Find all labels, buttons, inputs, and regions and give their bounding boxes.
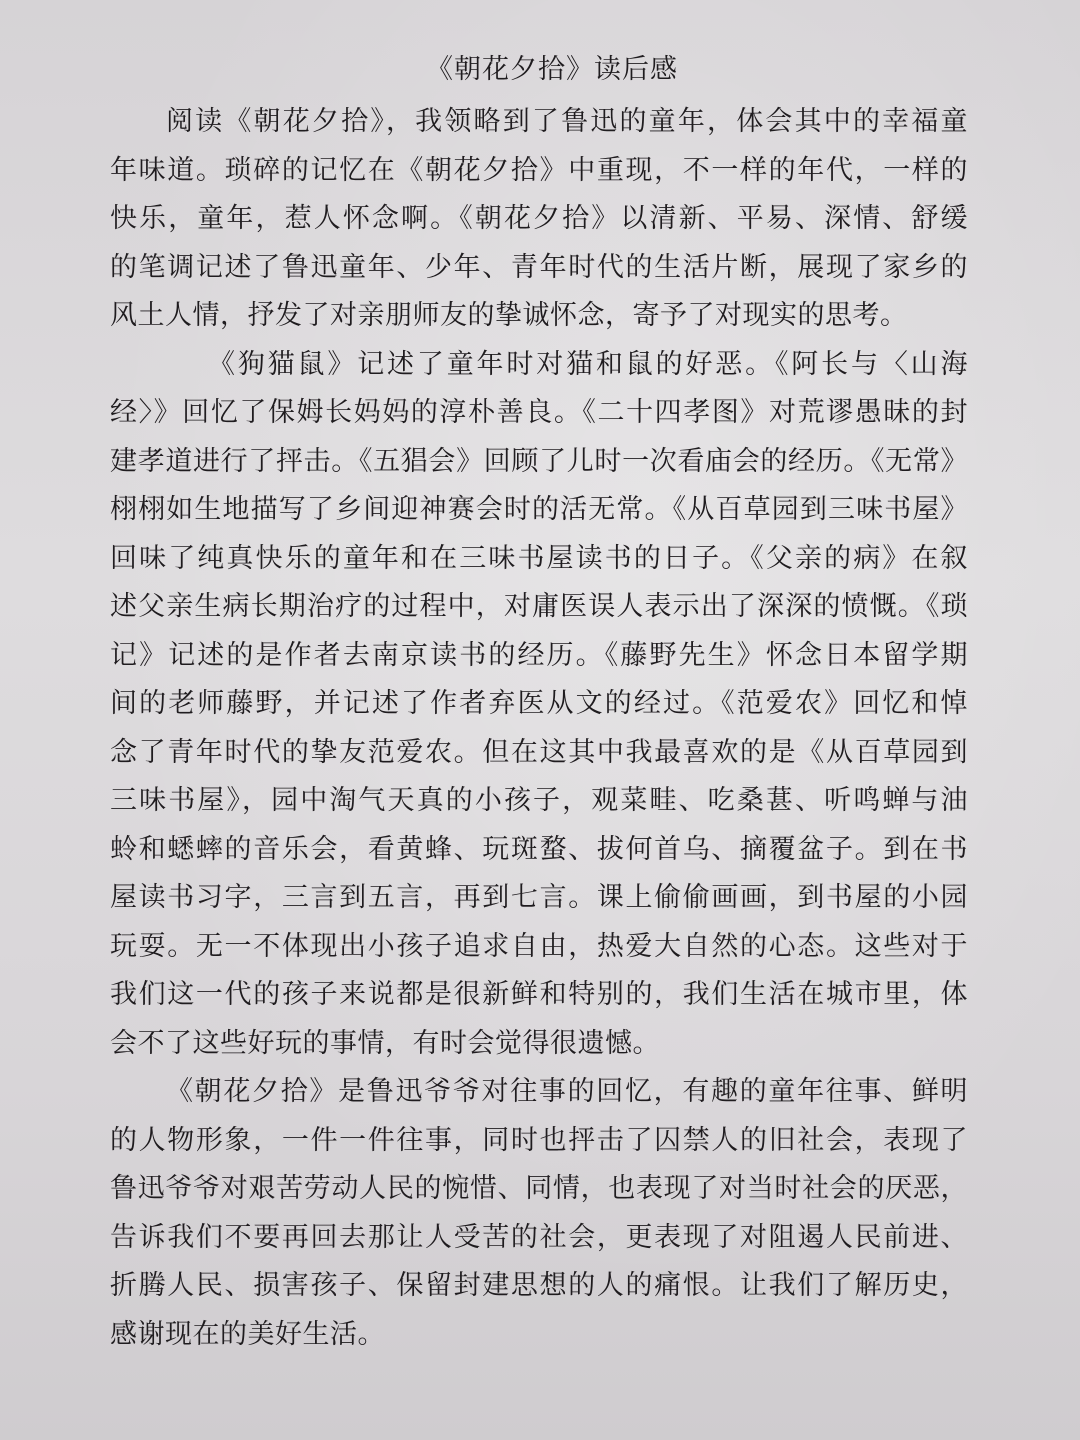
paragraph-2 (110, 341, 968, 1069)
paragraph-1 (110, 98, 968, 341)
paragraph-3 (110, 1068, 968, 1359)
text-line: 建孝道进行了抨击。《五猖会》回顾了儿时一次看庙会的经历。《无常》 (110, 445, 968, 477)
text-line: 念了青年时代的挚友范爱农。但在这其中我最喜欢的是《从百草园到 (110, 736, 968, 768)
document-title: 《朝花夕拾》读后感 (426, 54, 678, 85)
document-body (110, 98, 968, 1359)
text-line: 回味了纯真快乐的童年和在三味书屋读书的日子。《父亲的病》在叙 (110, 542, 968, 574)
text-line: 蛉和蟋蟀的音乐会，看黄蜂、玩斑蝥、拔何首乌、摘覆盆子。到在书 (110, 833, 968, 865)
text-line: 告诉我们不要再回去那让人受苦的社会，更表现了对阻遏人民前进、 (110, 1221, 968, 1253)
text-line: 述父亲生病长期治疗的过程中，对庸医误人表示出了深深的愤慨。《琐 (110, 591, 968, 622)
text-line: 间的老师藤野，并记述了作者弃医从文的经过。《范爱农》回忆和悼 (110, 688, 968, 719)
text-line: 阅读《朝花夕拾》，我领略到了鲁迅的童年，体会其中的幸福童 (166, 106, 968, 137)
text-line: 风土人情，抒发了对亲朋师友的挚诚怀念，寄予了对现实的思考。 (110, 300, 908, 331)
text-line: 三味书屋》，园中淘气天真的小孩子，观菜畦、吃桑葚、听鸣蝉与油 (110, 785, 968, 816)
text-line: 的人物形象，一件一件往事，同时也抨击了囚禁人的旧社会，表现了 (110, 1124, 968, 1156)
text-line: 经〉》回忆了保姆长妈妈的淳朴善良。《二十四孝图》对荒谬愚昧的封 (110, 397, 968, 428)
text-line: 我们这一代的孩子来说都是很新鲜和特别的，我们生活在城市里，体 (110, 979, 968, 1010)
text-line: 快乐，童年，惹人怀念啊。《朝花夕拾》以清新、平易、深情、舒缓 (110, 203, 968, 234)
text-line: 会不了这些好玩的事情，有时会觉得很遗憾。 (110, 1027, 660, 1059)
text-line: 感谢现在的美好生活。 (110, 1318, 385, 1350)
text-line: 记》记述的是作者去南京读书的经历。《藤野先生》怀念日本留学期 (110, 639, 968, 671)
text-line: 玩耍。无一不体现出小孩子追求自由，热爱大自然的心态。这些对于 (110, 930, 968, 962)
text-line: 《狗猫鼠》记述了童年时对猫和鼠的好恶。《阿长与〈山海 (208, 348, 968, 380)
text-line: 《朝花夕拾》是鲁迅爷爷对往事的回忆，有趣的童年往事、鲜明 (166, 1076, 968, 1107)
text-line: 的笔调记述了鲁迅童年、少年、青年时代的生活片断，展现了家乡的 (110, 251, 968, 283)
text-line: 鲁迅爷爷对艰苦劳动人民的惋惜、同情，也表现了对当时社会的厌恶， (110, 1173, 968, 1204)
text-line: 屋读书习字，三言到五言，再到七言。课上偷偷画画，到书屋的小园 (110, 882, 968, 913)
text-line: 年味道。琐碎的记忆在《朝花夕拾》中重现，不一样的年代，一样的 (110, 154, 968, 186)
text-line: 栩栩如生地描写了乡间迎神赛会时的活无常。《从百草园到三味书屋》 (110, 494, 968, 525)
text-line: 折腾人民、损害孩子、保留封建思想的人的痛恨。让我们了解历史， (110, 1270, 968, 1301)
